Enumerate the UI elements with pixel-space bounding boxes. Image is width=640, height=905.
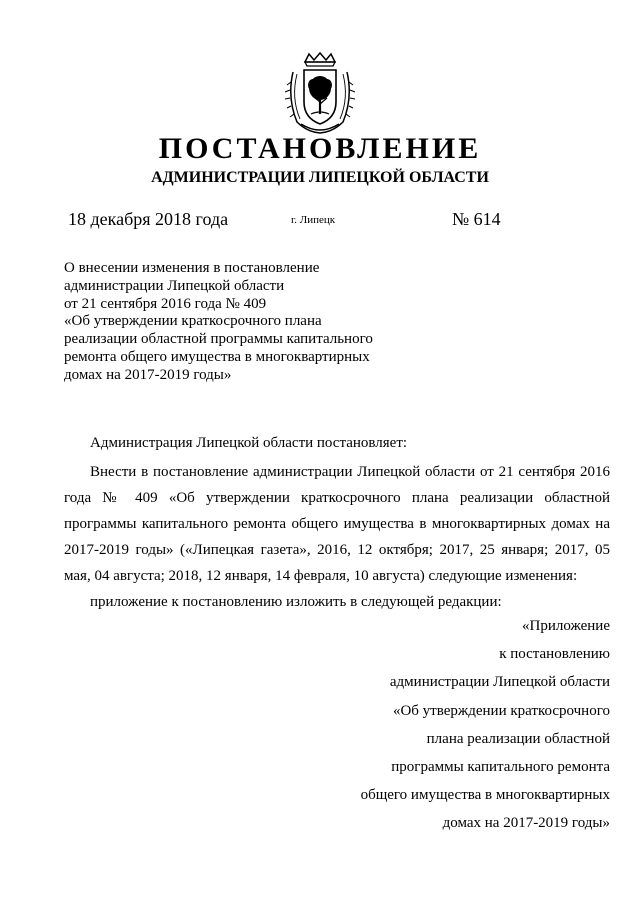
appendix-line: программы капитального ремонта [391, 759, 610, 776]
appendix-line: «Приложение [521, 618, 610, 634]
main-paragraph [64, 459, 610, 589]
appendix-line: к постановлению [499, 646, 610, 663]
document-body [64, 430, 610, 615]
paragraph-line: Внести в постановление администрации Липецкой области от 21 сентября 2016 [90, 464, 610, 480]
heading-line: реализации областной программы капитального [64, 331, 373, 348]
document-date: 18 декабря 2018 года [68, 209, 229, 229]
heading-line: ремонта общего имущества в многоквартирных [64, 348, 370, 365]
appendix-line: администрации Липецкой области [389, 674, 610, 691]
document-title: ПОСТАНОВЛЕНИЕ [158, 132, 482, 165]
paragraph-line: года № 409 «Об утверждении краткосрочного плана реализации областной [64, 490, 610, 506]
issuing-authority: АДМИНИСТРАЦИИ ЛИПЕЦКОЙ ОБЛАСТИ [151, 169, 489, 186]
appendix-header [210, 612, 610, 838]
coat-of-arms-icon [283, 52, 357, 134]
instruction-paragraph: приложение к постановлению изложить в следующей редакции: [90, 594, 502, 610]
appendix-line: плана реализации областной [426, 730, 610, 747]
heading-line: от 21 сентября 2016 года № 409 [64, 295, 267, 312]
heading-line: домах на 2017-2019 годы» [64, 366, 232, 383]
document-meta-row [0, 208, 640, 232]
heading-line: администрации Липецкой области [64, 277, 285, 294]
paragraph-line: программы капитального ремонта общего имущества в многоквартирных домах на [64, 516, 610, 532]
appendix-line: общего имущества в многоквартирных [360, 787, 610, 804]
appendix-line: «Об утверждении краткосрочного [392, 702, 610, 719]
appendix-line: домах на 2017-2019 годы» [442, 815, 610, 832]
document-place: г. Липецк [291, 214, 336, 226]
heading-line: О внесении изменения в постановление [64, 260, 320, 276]
document-number: № 614 [452, 209, 501, 229]
body-intro: Администрация Липецкой области постановляет: [90, 435, 408, 451]
paragraph-line: 2017-2019 годы» («Липецкая газета», 2016, 12 октября; 2017, 25 января; 2017, 05 [64, 542, 610, 558]
document-heading [64, 260, 424, 385]
paragraph-line: мая, 04 августа; 2018, 12 января, 14 февраля, 10 августа) следующие изменения: [64, 568, 578, 584]
heading-line: «Об утверждении краткосрочного плана [64, 313, 322, 330]
